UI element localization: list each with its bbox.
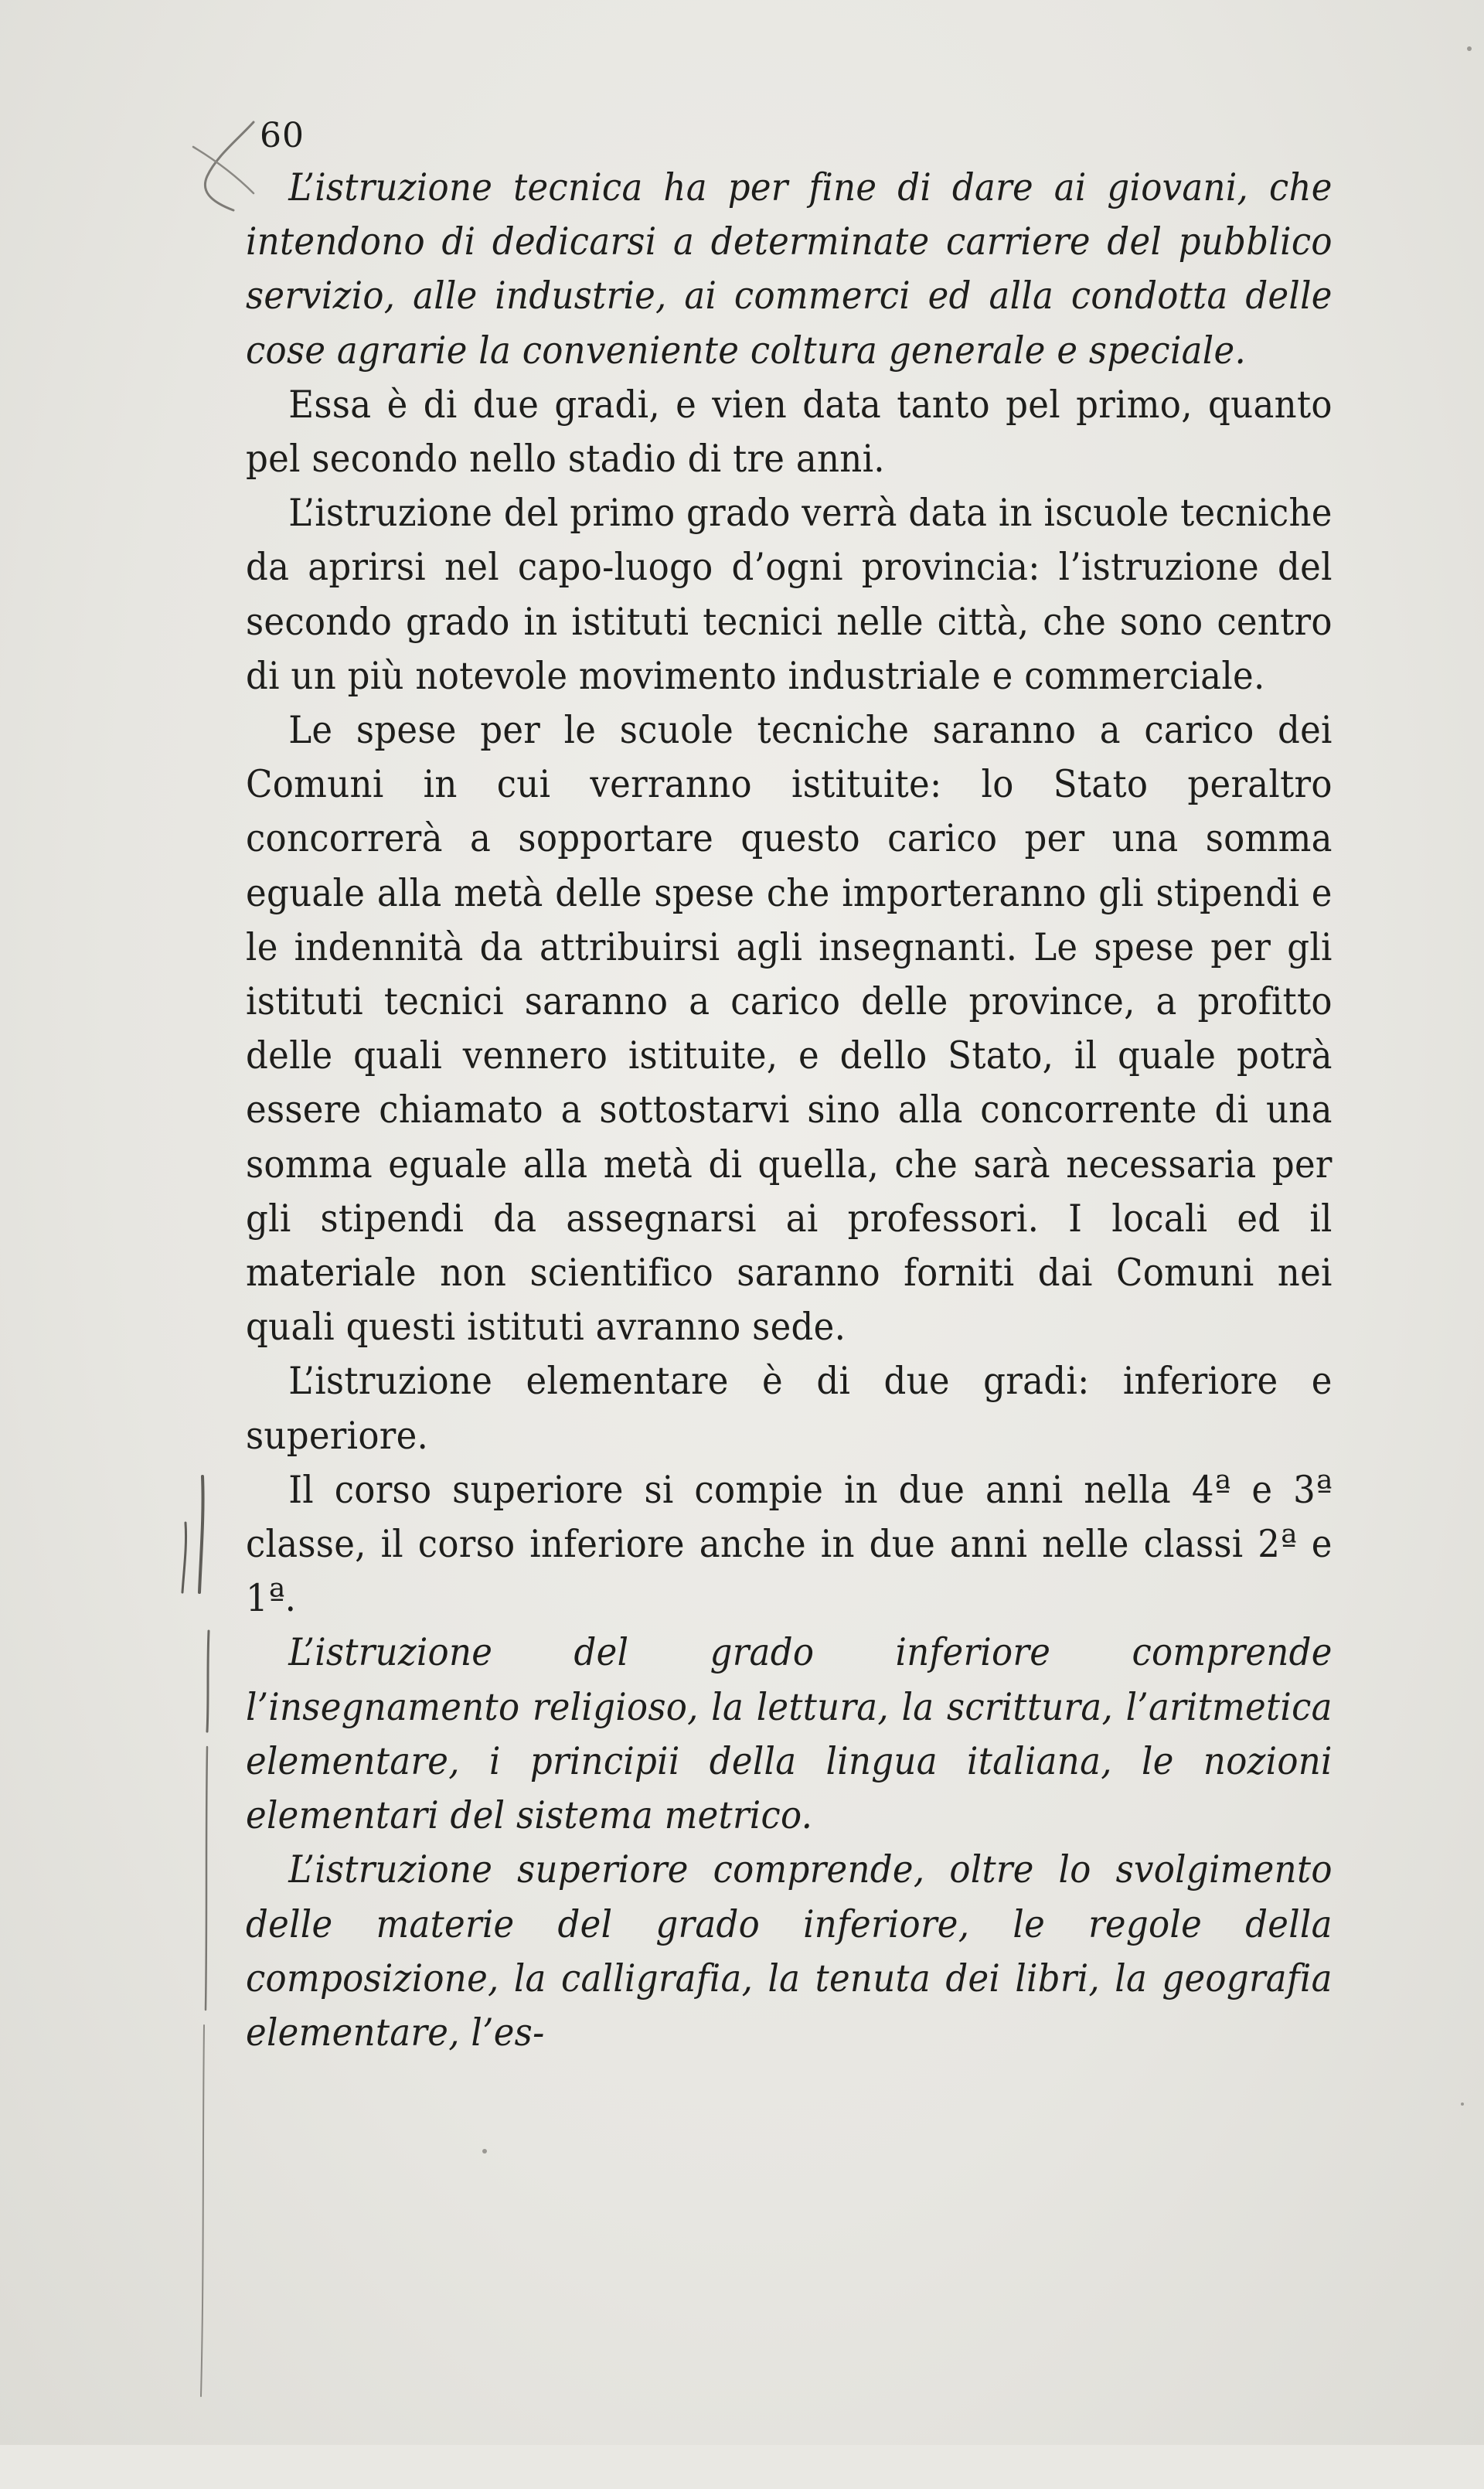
pencil-mark-margin-line — [155, 1469, 224, 2489]
paragraph-corso-superiore: Il corso superiore si compie in due anni nella 4ª e 3ª classe, il corso inferiore anche in due anni nelle classi 2ª e 1ª. — [246, 1467, 1333, 1621]
page-number: 60 — [260, 116, 305, 155]
paragraph-spese: Le spese per le scuole tecniche saranno a carico dei Comuni in cui verranno istituite: lo Stato peraltro concorrerà a sopportare questo carico per una somma eguale alla metà delle spese che importeranno gli stipendi e le indennità da attribuirsi agli insegnanti. Le spese per gli istituti tecnici saranno a carico delle province, a profitto delle quali vennero istituite, e dello Stato, il quale potrà essere chiamato a sottostarvi sino alla concorrente di una somma eguale alla metà di quella, che sarà necessaria per gli stipendi da assegnarsi ai professori. I locali ed il materiale non scientifico saranno forniti dai Comuni nei quali questi istituti avranno sede. — [246, 708, 1333, 1350]
paragraph-istruzione-tecnica: L’istruzione tecnica ha per fine di dare ai giovani, che intendono di dedicarsi a determinate carriere del pubblico servizio, alle industrie, ai commerci ed alla condotta delle cose agrarie la conveniente coltura generale e speciale. — [246, 165, 1333, 373]
body-text — [246, 161, 1333, 2060]
paragraph-istruzione-elementare: L’istruzione elementare è di due gradi: inferiore e superiore. — [246, 1359, 1333, 1458]
paper-speck — [482, 2149, 487, 2154]
paper-speck — [1461, 2103, 1464, 2106]
paragraph-istruzione-superiore: L’istruzione superiore comprende, oltre lo svolgimento delle materie del grado inferiore, le regole della composizione, la calligrafia, la tenuta dei libri, la geografia elementare, l’es- — [246, 1847, 1333, 2055]
paragraph-scuole-tecniche: L’istruzione del primo grado verrà data in iscuole tecniche da aprirsi nel capo-luogo d’ogni provincia: l’istruzione del secondo grado in istituti tecnici nelle città, che sono centro di un più notevole movimento industriale e commerciale. — [246, 491, 1333, 698]
paragraph-grado-inferiore: L’istruzione del grado inferiore comprende l’insegnamento religioso, la lettura, la scrittura, l’aritmetica elementare, i principii della lingua italiana, le nozioni elementari del sistema metrico. — [246, 1630, 1333, 1838]
paper-speck — [1467, 46, 1472, 51]
paragraph-due-gradi: Essa è di due gradi, e vien data tanto pel primo, quanto pel secondo nello stadio di tre anni. — [246, 382, 1333, 482]
